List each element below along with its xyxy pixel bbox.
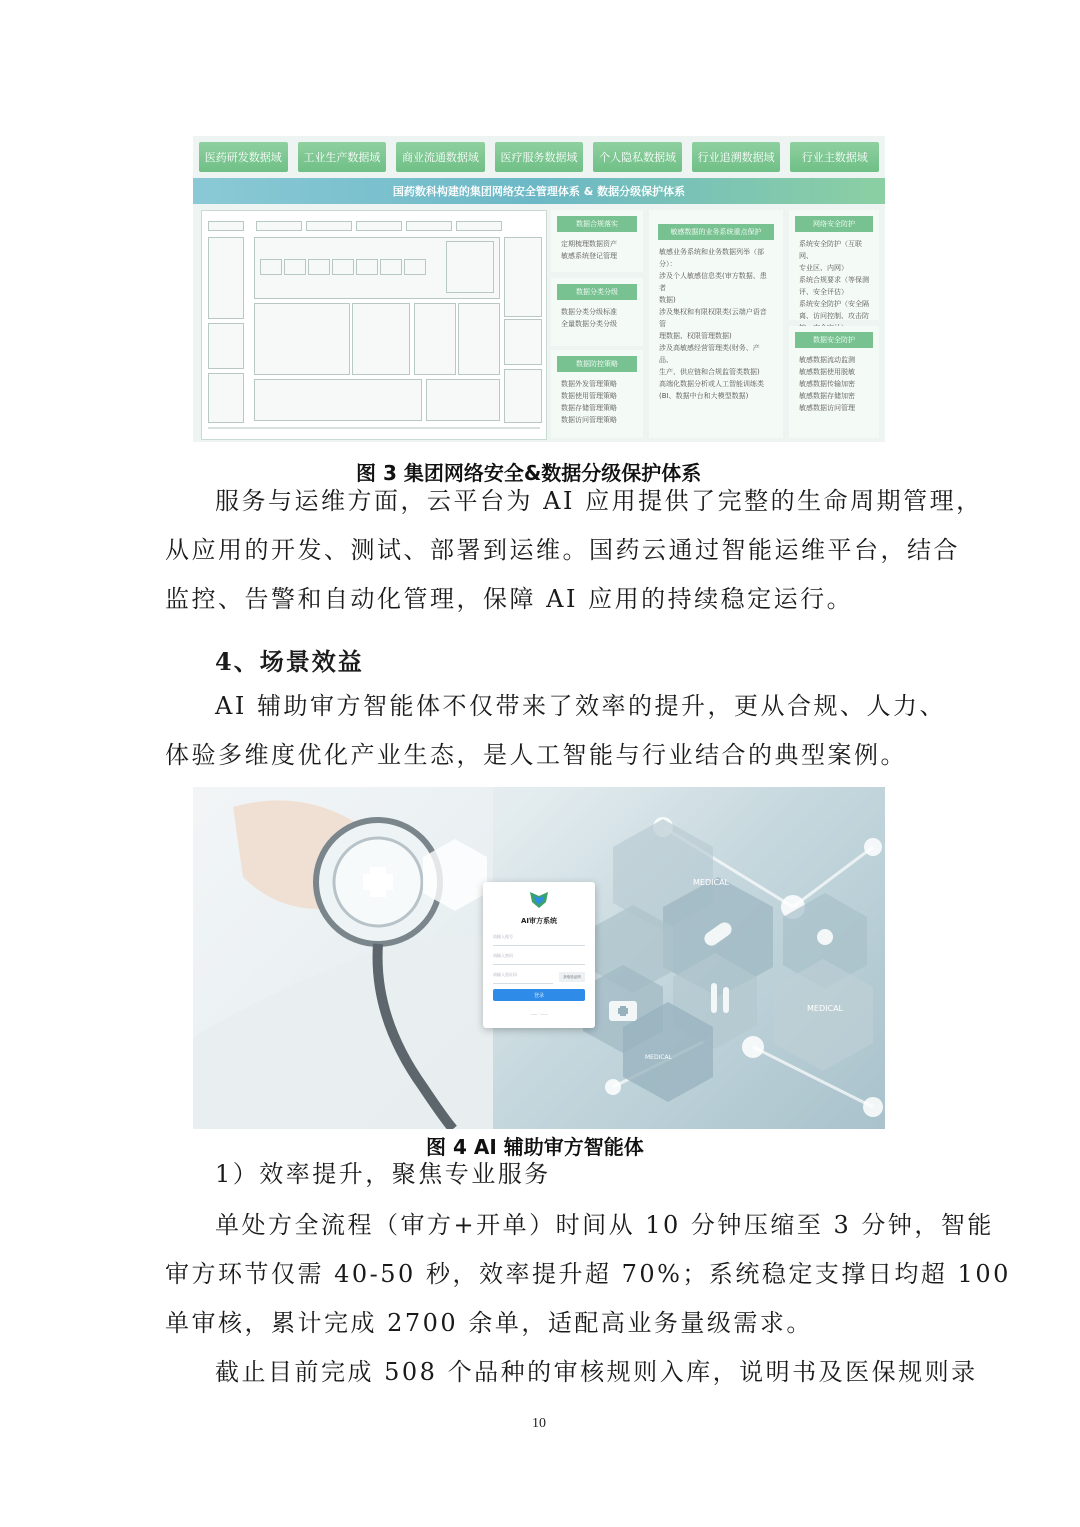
hexagon-medical-2 [773, 959, 873, 1071]
column-item: 高端化数据分析或人工智能训练类 [659, 380, 764, 388]
diagram-box [254, 379, 422, 421]
domain-tab: 商业流通数据域 [396, 142, 485, 172]
column-item: 数据使用管理策略 [561, 392, 617, 400]
column-item: 数据分类分级标准 [561, 308, 617, 316]
diagram-box [406, 221, 452, 231]
figure-3-architecture [193, 136, 885, 442]
diagram-box [306, 221, 352, 231]
column-item: 数据存储管理策略 [561, 404, 617, 412]
login-button[interactable]: 登录 [493, 989, 585, 1001]
diagram-box [380, 259, 402, 275]
diagram-box [504, 319, 542, 365]
section-heading: 4、场景效益 [215, 647, 364, 676]
logo-icon [528, 890, 550, 910]
column-head: 敏感数据的业务系统重点保护 [658, 224, 773, 240]
domain-tab: 医疗服务数据域 [495, 142, 584, 172]
column-item: 生产、供应链和合规监管类数据) [659, 368, 760, 376]
diagram-box [426, 379, 500, 421]
figure-4-photo [193, 787, 885, 1129]
column-item: 离、访问控制、攻击防 [799, 312, 869, 320]
system-title-bar: 国药数科构建的集团网络安全管理体系 & 数据分级保护体系 [193, 178, 885, 204]
column-item: 涉及集权和有限权限类(云端户语音管 [659, 308, 767, 328]
column-item: 数据) [659, 296, 676, 304]
column-compliance [551, 210, 643, 272]
data-domain-row [199, 142, 879, 172]
domain-tab: 行业主数据域 [790, 142, 879, 172]
diagram-line [208, 427, 540, 429]
column-head: 数据防控策略 [557, 356, 636, 372]
login-title: AI审方系统 [520, 917, 558, 925]
diagram-box [446, 241, 494, 293]
column-head: 数据安全防护 [795, 332, 872, 348]
figure-4-caption: 图 4 AI 辅助审方智能体 [426, 1135, 644, 1159]
diagram-box [356, 259, 378, 275]
paragraph-line: 单审核，累计完成 2700 余单，适配高业务量级需求。 [165, 1309, 813, 1337]
paragraph-line: 监控、告警和自动化管理，保障 AI 应用的持续稳定运行。 [165, 585, 854, 613]
sub-heading: 1）效率提升，聚焦专业服务 [215, 1160, 551, 1188]
diagram-box [284, 259, 306, 275]
diagram-box [504, 237, 542, 317]
column-item: 敏感数据使用脱敏 [799, 368, 855, 376]
captcha-field[interactable]: 请输入验证码 [493, 972, 553, 984]
column-network-security [789, 210, 879, 320]
domain-tab: 个人隐私数据域 [593, 142, 682, 172]
column-item: 系统合规要求（等保测 [799, 276, 869, 284]
column-item: 敏感数据流动监测 [799, 356, 855, 364]
diagram-box [308, 259, 330, 275]
column-item: 专业区、内网） [799, 264, 848, 272]
diagram-box [256, 221, 302, 231]
hex-label: MEDICAL [807, 1004, 843, 1013]
figure-3-caption: 图 3 集团网络安全&数据分级保护体系 [356, 461, 702, 485]
column-item: 敏感业务系统和业务数据列举（部 [659, 248, 764, 256]
column-item: 评、安全评估） [799, 288, 848, 296]
column-item: 数据访问管理策略 [561, 416, 617, 424]
diagram-box [208, 373, 244, 423]
column-control-strategy [551, 350, 643, 438]
password-field[interactable]: 请输入密码 [493, 953, 585, 965]
diagram-box [332, 259, 354, 275]
diagram-box [260, 259, 282, 275]
column-sensitive-systems [649, 210, 783, 438]
diagram-box [208, 237, 244, 319]
column-item: (BI、数据中台和大模型数据) [659, 392, 749, 400]
paragraph-line: 单处方全流程（审方+开单）时间从 10 分钟压缩至 3 分钟，智能 [215, 1211, 994, 1239]
column-item: 涉及个人敏感信息类(审方数据、患者 [659, 272, 767, 292]
column-item: 敏感数据访问管理 [799, 404, 855, 412]
column-data-security [789, 326, 879, 438]
column-item: 系统安全防护（互联网、 [799, 240, 862, 260]
domain-tab: 工业生产数据域 [298, 142, 387, 172]
column-item: 数据外发管理策略 [561, 380, 617, 388]
paragraph-line: 审方环节仅需 40-50 秒，效率提升超 70%；系统稳定支撑日均超 100 [165, 1260, 1011, 1288]
hex-label: MEDICAL [645, 1054, 672, 1061]
diagram-box [208, 323, 244, 369]
paragraph-line: 体验多维度优化产业生态，是人工智能与行业结合的典型案例。 [165, 741, 907, 769]
column-item: 全量数据分类分级 [561, 320, 617, 328]
diagram-box [504, 369, 542, 423]
diagram-box [404, 259, 426, 275]
cross-icon [363, 874, 393, 890]
diagram-box [352, 303, 410, 375]
column-item: 分）： [659, 260, 677, 268]
paragraph-line: 从应用的开发、测试、部署到运维。国药云通过智能运维平台，结合 [165, 536, 960, 564]
username-field[interactable]: 请输入账号 [493, 934, 585, 946]
diagram-box [458, 303, 500, 375]
column-item: 理数据、权限管理数据) [659, 332, 732, 340]
get-code-button[interactable]: 获取验证码 [559, 972, 585, 982]
diagram-box [356, 221, 402, 231]
column-item: 敏感数据存储加密 [799, 392, 855, 400]
paragraph-line: AI 辅助审方智能体不仅带来了效率的提升，更从合规、人力、 [215, 692, 946, 720]
column-item: 敏感数据传输加密 [799, 380, 855, 388]
diagram-box [208, 221, 244, 231]
column-head: 数据分类分级 [557, 284, 636, 300]
login-footer: —— · —— [530, 1012, 548, 1016]
column-head: 数据合规落实 [557, 216, 636, 232]
hex-label: MEDICAL [693, 878, 729, 887]
column-classification [551, 278, 643, 346]
domain-tab: 医药研发数据域 [199, 142, 288, 172]
column-item: 涉及高敏感经营管理类(财务、产品、 [659, 344, 760, 364]
architecture-diagram [201, 210, 547, 440]
domain-tab: 行业追溯数据域 [692, 142, 781, 172]
column-item: 系统安全防护（安全隔 [799, 300, 869, 308]
page-number: 10 [532, 1416, 546, 1431]
diagram-box [254, 303, 350, 375]
column-item: 敏感系统登记管理 [561, 252, 617, 260]
column-item: 定期梳理数据资产 [561, 240, 617, 248]
diagram-box [456, 221, 502, 231]
login-card [483, 882, 595, 1028]
diagram-box [414, 303, 456, 375]
paragraph-line: 服务与运维方面，云平台为 AI 应用提供了完整的生命周期管理， [215, 487, 983, 515]
paragraph-line: 截止目前完成 508 个品种的审核规则入库，说明书及医保规则录 [215, 1358, 978, 1386]
column-head: 网络安全防护 [795, 216, 872, 232]
